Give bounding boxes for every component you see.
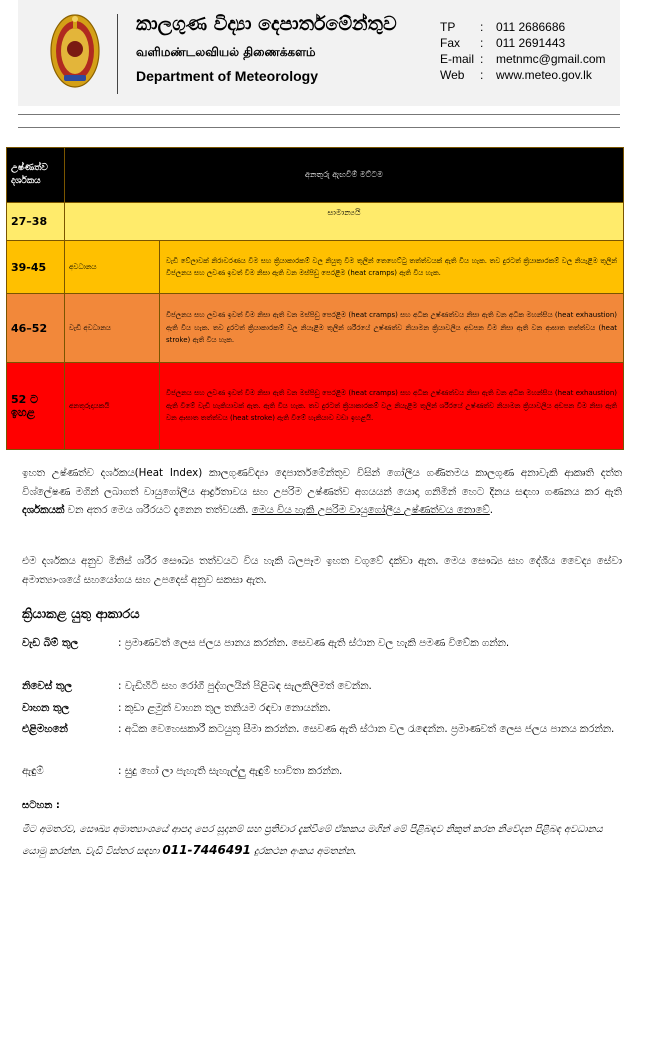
- table-row: [7, 363, 624, 450]
- contact-email: E-mail : metnmc@gmail.com: [440, 52, 606, 66]
- action-text: : ප්‍රමාණවත් ලෙස ජලය පානය කරන්න. සෙවණ ඇති ස්ථාන වල හැකි පමණ විවේක ගන්න.: [118, 637, 510, 649]
- warning-description: වැඩි වේලාවක් නිරාවරණය වීම සහ ක්‍රියාකාරකම් වල නියුතු වීම තුලින් තෙහෙට්ටු තත්ත්වයක් ඇති විය හැක. තව දුරටත් ක්‍රියාකාරකම් වල නියැළීම තුලින් විජලනය සහ ලවණ ඉවත් වීම නිසා ඇති වන මස්පිඩු පෙරළීම (heat cramps) ඇති විය හැක.: [160, 241, 624, 294]
- divider: [18, 127, 620, 128]
- action-text: : වැඩිහිටි සහ රෝගී පුද්ගලයින් පිළිබඳ සැලකිලිමත් වෙන්න.: [118, 680, 372, 692]
- action-label: නිවෙස් තුල: [22, 680, 72, 692]
- tp-value: 011 2686686: [496, 20, 566, 34]
- table-row: [7, 294, 624, 363]
- org-name-tamil: வளிமண்டலவியல் திணைக்களம்: [136, 45, 316, 59]
- web-value[interactable]: www.meteo.gov.lk: [496, 68, 592, 82]
- actions-heading: ක්‍රියාකළ යුතු ආකාරය: [22, 607, 140, 622]
- warning-level: වැඩි අවධානය: [65, 294, 160, 363]
- hotline-number: 011-7446491: [162, 843, 251, 857]
- action-text: : කුඩා ළමුන් වාහන තුල තනියම රඳවා නොයන්න.: [118, 702, 331, 714]
- heat-index-table: [6, 147, 624, 450]
- heat-index-explanation: ඉහත උෂ්ණත්ව දර්ශකය(Heat Index) කාලගුණවිද්‍යා දෙපාර්තමේන්තුව විසින් ගෝලීය ගණිතමය කාලගුණ අනාවැකි ආකෘති දත්ත විශ්ලේෂණ මගින් ලබාගත් වායුගෝලීය ආර්ද්‍රතාවය සහ උපරිම උෂ්ණත්ව අගයයන් යොදා ගනිමින් හෙට දිනය සඳහා ගණනය කර ඇති දර්ශකයක් වන අතර මෙය ශරීරයට දැනෙන තත්වයකි. මෙය විය හැකි උපරිම වායුගෝලීය උෂ්ණත්වය නොවේ.: [22, 467, 622, 516]
- letterhead: [18, 0, 620, 106]
- index-range: 39-45: [7, 241, 65, 294]
- action-label: වැඩ බිම් තුල: [22, 637, 79, 649]
- divider: [18, 114, 620, 115]
- action-label: එළිමහනේ: [22, 723, 68, 735]
- header-divider: [117, 14, 118, 94]
- action-label: වාහන තුල: [22, 702, 70, 714]
- action-text: : සුදු හෝ ලා පැහැති සැහැල්ලු ඇඳුම් භාවිතා කරන්න.: [118, 765, 343, 777]
- email-value[interactable]: metnmc@gmail.com: [496, 52, 606, 66]
- index-range: 52 ට ඉහළ: [7, 363, 65, 450]
- action-text: : අධික වෙහෙසකාරී කටයුතු සීමා කරන්න. සෙවණ ඇති ස්ථාන වල රැඳෙන්න. ප්‍රමාණවත් ලෙස ජලය පානය කරන්න.: [118, 723, 615, 735]
- contact-tp: TP : 011 2686686: [440, 20, 566, 34]
- warning-description: සාමාන්‍යයි: [65, 203, 624, 241]
- column-header-warning-level: අනතුරු ඇඟවීම් මට්ටම: [65, 148, 624, 203]
- action-item: [22, 720, 618, 738]
- health-impact-paragraph: එම දර්ශකය අනුව මිනිස් ශරීර සෞඛ්‍ය තත්වයට විය හැකි බලපෑම ඉහත වගුවේ දක්වා ඇත. මෙය සෞඛ්‍ය සහ දේශීය වෛද්‍ය සේවා අමාත්‍යාංශයේ සහයෝගය සහ උපදෙස් අනුව සකසා ඇත.: [22, 555, 622, 586]
- table-header-row: [7, 148, 624, 203]
- column-header-index: උෂ්ණත්ව දර්ශකය: [7, 148, 65, 203]
- table-row: [7, 203, 624, 241]
- warning-level: අනතුරුදායකයි: [65, 363, 160, 450]
- action-item: [22, 634, 618, 652]
- action-item: [22, 762, 618, 780]
- warning-description: විජලනය සහ ලවණ ඉවත් වීම නිසා ඇති වන මස්පිඩු පෙරළීම (heat cramps) සහ අධික උෂ්ණත්වය නිසා ඇති වන අධික මහන්සිය (heat exhaustion) ඇති වීමේ වැඩි හැකියාවක් ඇත. ඇති විය හැක. තව දුරටත් ක්‍රියාකාරකම් වල නියැළීම තුලින් ශරීරයේ උෂ්ණත්ව නියාමන ක්‍රියාවලිය අඩපන වීම නිසා ඇති වන ආඝාත තත්ත්වය (heat stroke) ඇති වීමේ හැකියාව වඩා ඉහළයි.: [160, 363, 624, 450]
- fax-value: 011 2691443: [496, 36, 566, 50]
- national-emblem-icon: [50, 13, 100, 89]
- contact-fax: Fax : 011 2691443: [440, 36, 566, 50]
- warning-level: අවධානය: [65, 241, 160, 294]
- note-text: මීට අමතරව, සෞඛ්‍ය අමාත්‍යාංශයේ ආපදා පෙර සූදානම් සහ ප්‍රතිචාර දැක්වීමේ ඒකකය මගින් මේ පිළිබඳව නිකුත් කරන නිවේදන පිළිබඳ අවධානය යොමු කරන්න. වැඩි විස්තර සඳහා 011-7446491 දුරකථන අංකය අමතන්න.: [22, 824, 603, 857]
- action-item: [22, 699, 618, 717]
- note-heading: සටහන :: [22, 800, 60, 811]
- org-name-english: Department of Meteorology: [136, 68, 319, 84]
- warning-description: විජලනය සහ ලවණ ඉවත් වීම නිසා ඇති වන මස්පිඩු පෙරළීම (heat cramps) සහ අධික උෂ්ණත්වය නිසා ඇති වන අධික මහන්සිය (heat exhaustion) ඇති විය හැක. තව දුරටත් ක්‍රියාකාරකම් වල නියැළීම තුලින් ශරීරයේ උෂ්ණත්ව නියාමන ක්‍රියාවලිය අඩපන වීම නිසා ඇති වන ආඝාත තත්ත්වය (heat stroke) ඇති විය හැක.: [160, 294, 624, 363]
- contact-block: [440, 19, 606, 83]
- action-label: ඇඳුම්: [22, 765, 44, 777]
- table-row: [7, 241, 624, 294]
- index-range: 46–52: [7, 294, 65, 363]
- bold-term: දර්ශකයක්: [22, 504, 65, 516]
- underlined-disclaimer: මෙය විය හැකි උපරිම වායුගෝලීය උෂ්ණත්වය නොවේ: [251, 504, 490, 516]
- org-name-sinhala: කාලගුණ විද්‍යා දෙපාර්තමේන්තුව: [136, 13, 397, 35]
- action-item: [22, 677, 618, 695]
- index-range: 27–38: [7, 203, 65, 241]
- contact-web: Web : www.meteo.gov.lk: [440, 68, 592, 82]
